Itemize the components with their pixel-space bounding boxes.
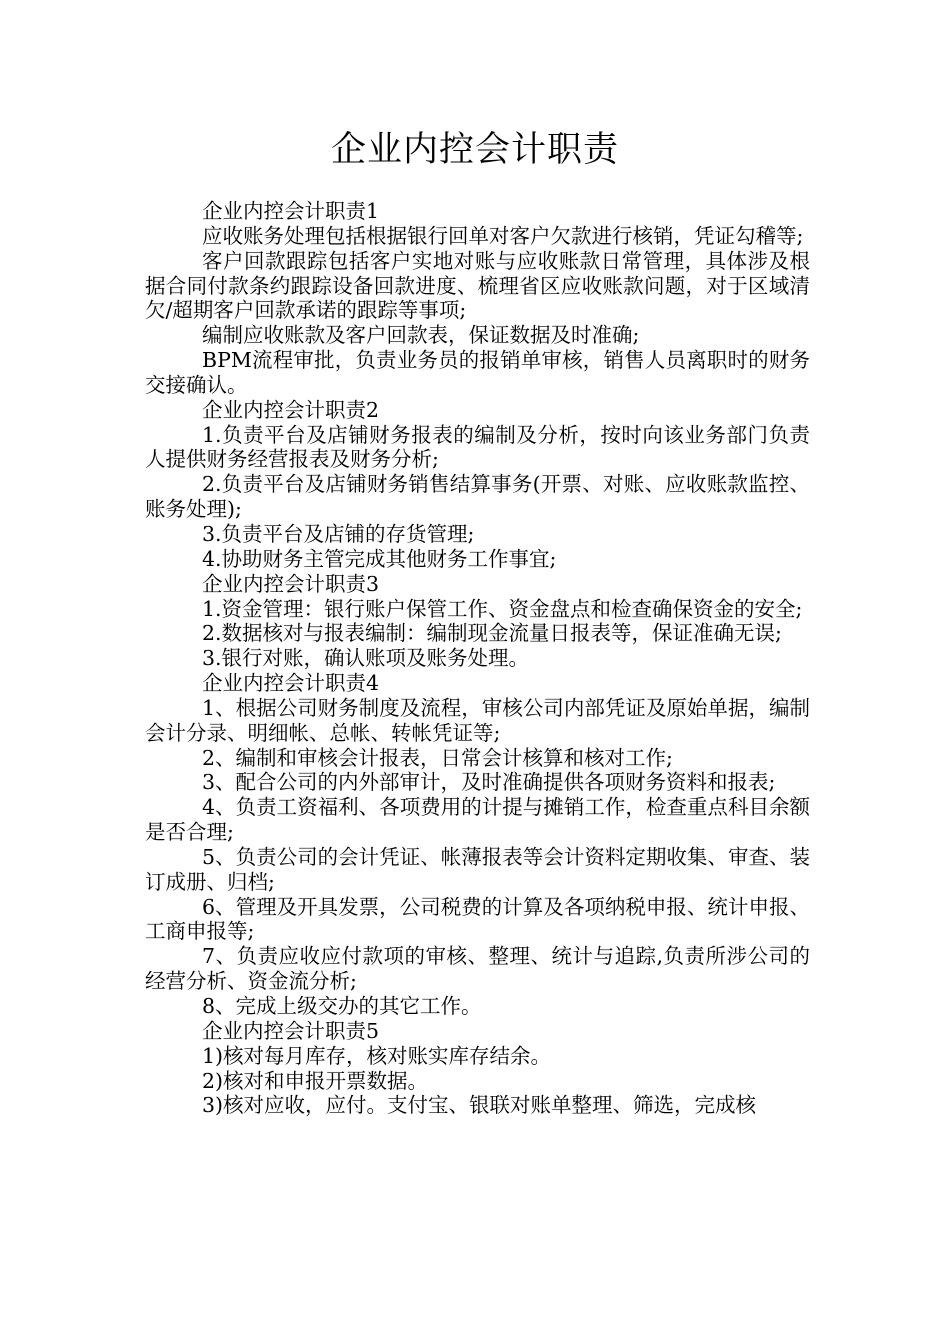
paragraph: 应收账务处理包括根据银行回单对客户欠款进行核销，凭证勾稽等; (202, 223, 804, 248)
paragraph: 5、负责公司的会计凭证、帐薄报表等会计资料定期收集、审查、装订成册、归档; (145, 844, 810, 894)
section-heading-5: 企业内控会计职责5 (202, 1018, 380, 1043)
paragraph: 3、配合公司的内外部审计，及时准确提供各项财务资料和报表; (202, 770, 776, 795)
paragraph: 1、根据公司财务制度及流程，审核公司内部凭证及原始单据，编制会计分录、明细帐、总帐、转帐凭证等; (145, 695, 810, 745)
paragraph: 客户回款跟踪包括客户实地对账与应收账款日常管理，具体涉及根据合同付款条约跟踪设备回款进度、梳理省区应收账款问题，对于区域清欠/超期客户回款承诺的跟踪等事项; (145, 248, 810, 323)
paragraph: 编制应收账款及客户回款表，保证数据及时准确; (202, 323, 640, 348)
section-heading-4: 企业内控会计职责4 (202, 671, 380, 696)
paragraph: 1.负责平台及店铺财务报表的编制及分析，按时向该业务部门负责人提供财务经营报表及财务分析; (145, 422, 810, 472)
paragraph: 3)核对应收，应付。支付宝、银联对账单整理、筛选，完成核 (202, 1093, 757, 1118)
paragraph: 2.数据核对与报表编制：编制现金流量日报表等，保证准确无误; (202, 621, 782, 646)
paragraph: 2.负责平台及店铺财务销售结算事务(开票、对账、应收账款监控、账务处理); (145, 472, 810, 522)
section-heading-2: 企业内控会计职责2 (202, 397, 380, 422)
paragraph: BPM流程审批，负责业务员的报销单审核，销售人员离职时的财务交接确认。 (145, 348, 810, 397)
paragraph: 3.负责平台及店铺的存货管理; (202, 521, 475, 546)
paragraph: 6、管理及开具发票，公司税费的计算及各项纳税申报、统计申报、工商申报等; (145, 894, 810, 944)
paragraph: 1)核对每月库存，核对账实库存结余。 (202, 1043, 552, 1068)
paragraph: 7、负责应收应付款项的审核、整理、统计与追踪,负责所涉公司的经营分析、资金流分析; (145, 944, 810, 994)
paragraph: 3.银行对账，确认账项及账务处理。 (202, 646, 530, 671)
paragraph: 2)核对和申报开票数据。 (202, 1068, 429, 1093)
paragraph: 8、完成上级交办的其它工作。 (202, 994, 482, 1018)
paragraph: 4、负责工资福利、各项费用的计提与摊销工作，检查重点科目余额是否合理; (145, 795, 810, 845)
paragraph: 4.协助财务主管完成其他财务工作事宜; (202, 546, 557, 571)
paragraph: 1.资金管理：银行账户保管工作、资金盘点和检查确保资金的安全; (202, 596, 803, 621)
document-body (145, 199, 810, 1118)
document-title: 企业内控会计职责 (330, 130, 619, 170)
section-heading-1: 企业内控会计职责1 (202, 199, 380, 223)
paragraph: 2、编制和审核会计报表，日常会计核算和核对工作; (202, 745, 673, 770)
section-heading-3: 企业内控会计职责3 (202, 571, 380, 596)
